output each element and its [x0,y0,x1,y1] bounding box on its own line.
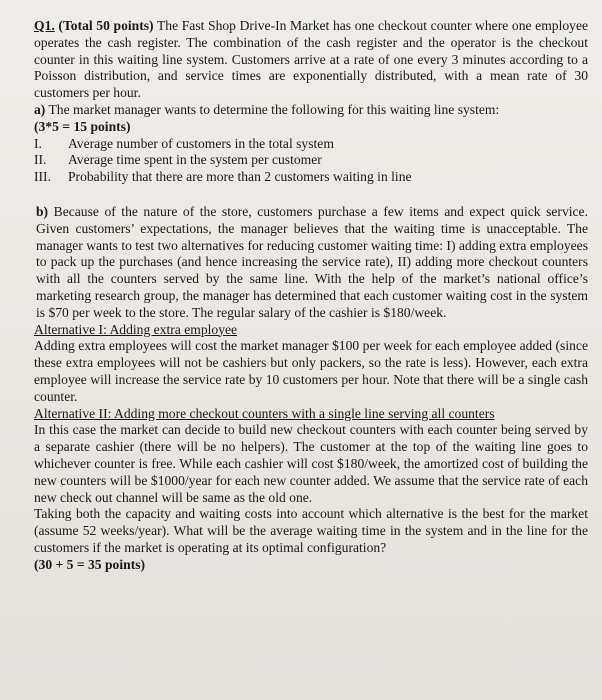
alternative-2 [34,406,588,507]
final-question-text: Taking both the capacity and waiting costs into account which alternative is the best for the market (assume 52 weeks/year). What will be the average waiting time in the system and in the line for the customers if the market is operating at its optimal configuration? [34,506,588,555]
question-number: Q1. [34,18,55,33]
part-a-text: The market manager wants to determine the following for this waiting line system: [48,101,500,117]
part-a-label: a) [34,101,46,117]
part-a-points: (3*5 = 15 points) [34,118,131,134]
alternative-1-text: Adding extra employees will cost the market manager $100 per week for each employee added (since these extra employees will not be cashiers but only packers, so the rate is less). However, each extra employee will increase the service rate by 10 customers per hour. Note that there will be a single cash counter. [34,338,588,404]
alternative-2-title: Alternative II: Adding more checkout counters with a single line serving all counters [34,405,495,421]
part-a-list [34,136,588,186]
list-item-number: II. [34,152,47,168]
list-item [34,152,588,169]
list-item-number: III. [34,169,51,185]
list-item [34,136,588,153]
list-item-text: Probability that there are more than 2 customers waiting in line [68,169,412,185]
final-question [34,506,588,573]
part-a-prompt [34,102,588,119]
part-b-paragraph [36,204,588,322]
list-item-text: Average time spent in the system per customer [68,152,322,168]
final-question-points: (30 + 5 = 35 points) [34,556,146,572]
part-b-text: Because of the nature of the store, customers purchase a few items and expect quick service. Given customers’ expectations, the manager believes that the waiting time is unacceptable. The manager wants to test two alternatives for reducing customer waiting time: I) adding extra employees to pack up the purchases (and hence increasing the service rate), II) adding more checkout counters with all the counters served by the same line. With the help of the market’s national office’s marketing research group, the manager has determined that each customer waiting cost in the system is $70 per week to the store. The regular salary of the cashier is $180/week. [36,203,588,320]
list-item-number: I. [34,135,42,151]
list-item [34,169,588,186]
intro-text: The Fast Shop Drive-In Market has one checkout counter where one employee operates the cash register. The combination of the cash register and the operator is the checkout counter in this waiting line system. Customers arrive at a rate of one every 3 minutes according to a Poisson distribution, and service times are exponentially distributed, with a mean rate of 30 customers per hour. [34,18,589,101]
alternative-1-title: Alternative I: Adding extra employee [34,321,238,337]
question-points: (Total 50 points) [58,18,154,33]
question-intro [34,18,588,102]
part-b-label: b) [36,203,49,219]
alternative-1 [34,322,588,406]
list-item-text: Average number of customers in the total system [68,135,334,151]
alternative-2-text: In this case the market can decide to build new checkout counters with each counter being served by a separate cashier (there will be no helpers). The customer at the top of the waiting line goes to whichever counter is free. While each cashier will cost $180/week, the amortized cost of building the new counters will be $1000/year for each new counter added. We assume that the service rate of each new check out channel will be same as the old one. [34,422,588,505]
